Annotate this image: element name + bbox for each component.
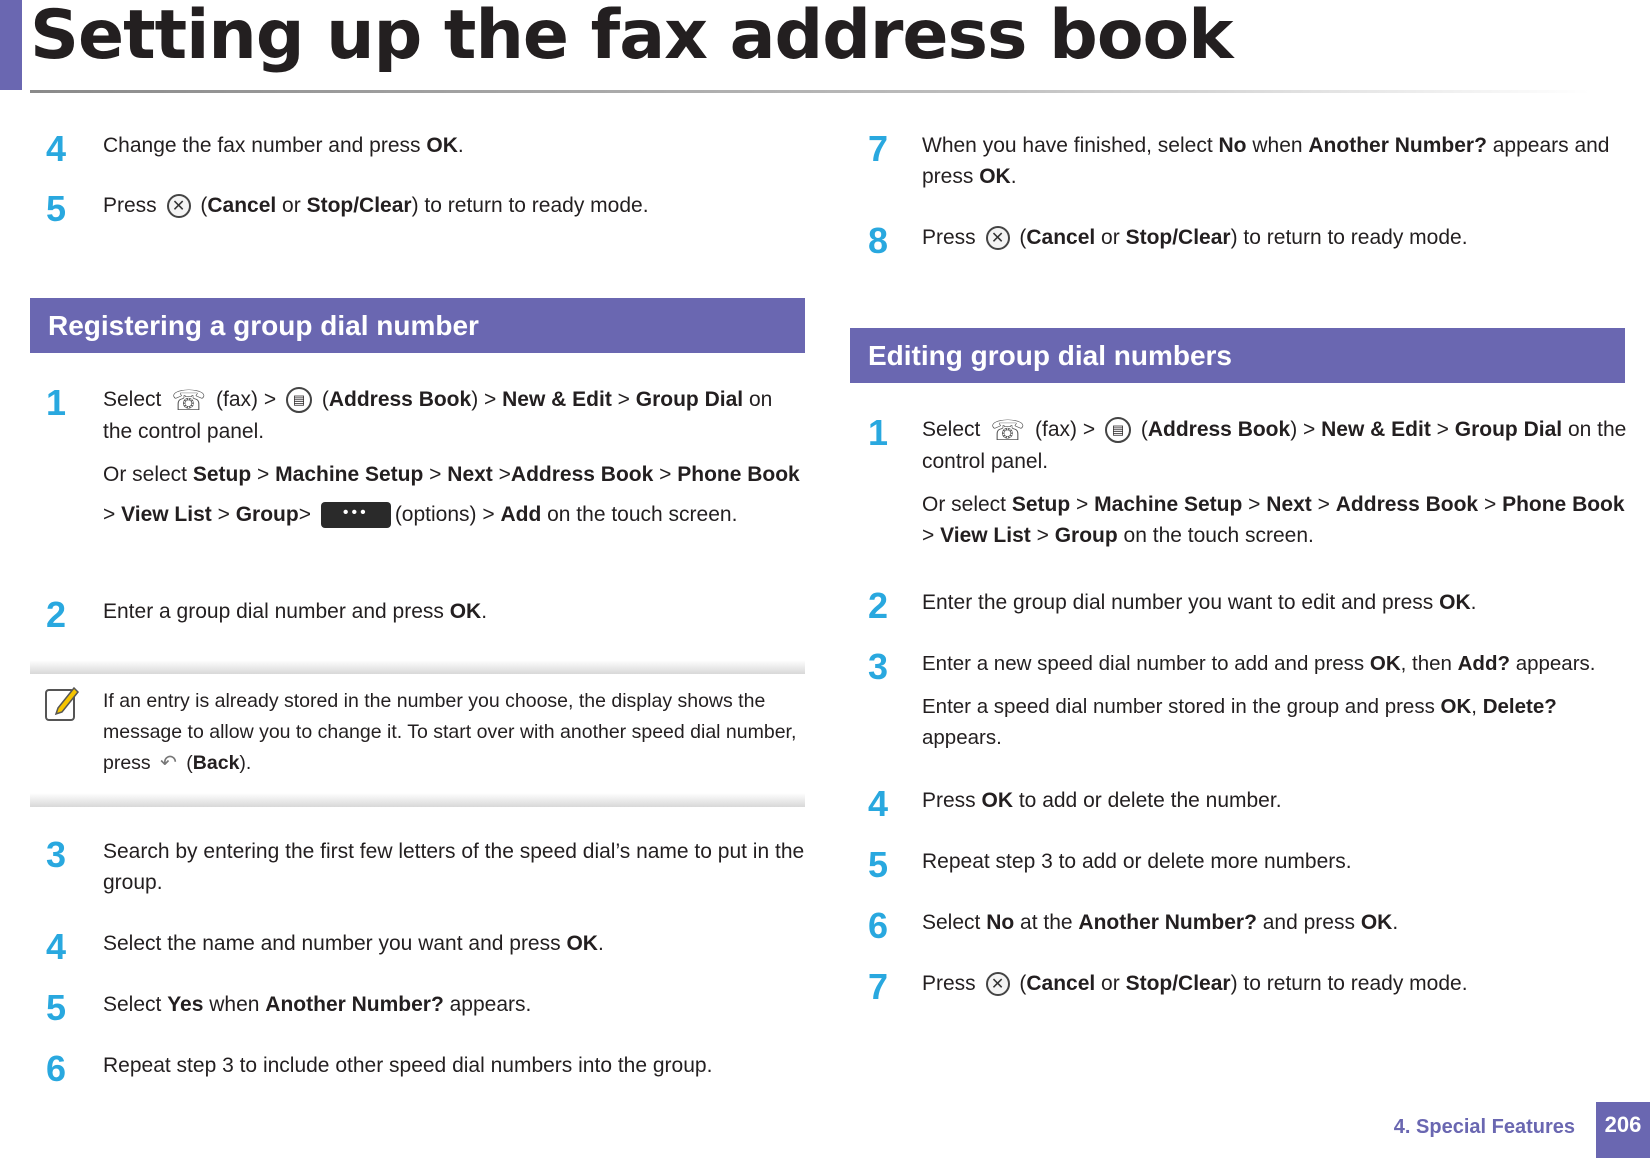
- page-number: 206: [1596, 1102, 1650, 1158]
- back-icon: ↶: [160, 752, 177, 775]
- step-number: 2: [868, 585, 889, 626]
- step-number: 4: [46, 926, 67, 967]
- step-number: 7: [868, 128, 889, 169]
- address-book-icon: ▤: [1105, 417, 1131, 443]
- step-number: 5: [46, 188, 67, 229]
- step-number: 4: [868, 783, 889, 824]
- note-bottom-rule: [30, 793, 805, 807]
- step-number: 5: [46, 987, 67, 1028]
- note-top-rule: [30, 660, 805, 674]
- cancel-x-icon: ✕: [986, 972, 1010, 996]
- step-number: 3: [46, 834, 67, 875]
- page-title: Setting up the fax address book: [30, 0, 1233, 75]
- step-number: 3: [868, 646, 889, 687]
- title-accent-bar: [0, 0, 22, 90]
- cancel-x-icon: ✕: [167, 194, 191, 218]
- footer-chapter: 4. Special Features: [1393, 1116, 1575, 1138]
- fax-icon: ☏: [990, 414, 1026, 446]
- fax-icon: ☏: [171, 384, 207, 416]
- step-number: 8: [868, 220, 889, 261]
- cancel-x-icon: ✕: [986, 226, 1010, 250]
- step-number: 1: [868, 412, 889, 453]
- step-number: 4: [46, 128, 67, 169]
- address-book-icon: ▤: [286, 387, 312, 413]
- section-header-registering: Registering a group dial number: [30, 298, 805, 353]
- step-number: 6: [46, 1048, 67, 1089]
- title-rule: [30, 90, 1590, 93]
- step-number: 6: [868, 905, 889, 946]
- step-number: 7: [868, 966, 889, 1007]
- note-pencil-icon: [44, 684, 80, 722]
- step-number: 2: [46, 594, 67, 635]
- section-header-editing: Editing group dial numbers: [850, 328, 1625, 383]
- step-number: 1: [46, 382, 67, 423]
- options-icon: •••: [321, 502, 391, 528]
- step-number: 5: [868, 844, 889, 885]
- note-text: If an entry is already stored in the number you choose, the display shows the message to allow you to change it. To start over with another speed dial number, press ↶ (Back).: [103, 686, 808, 779]
